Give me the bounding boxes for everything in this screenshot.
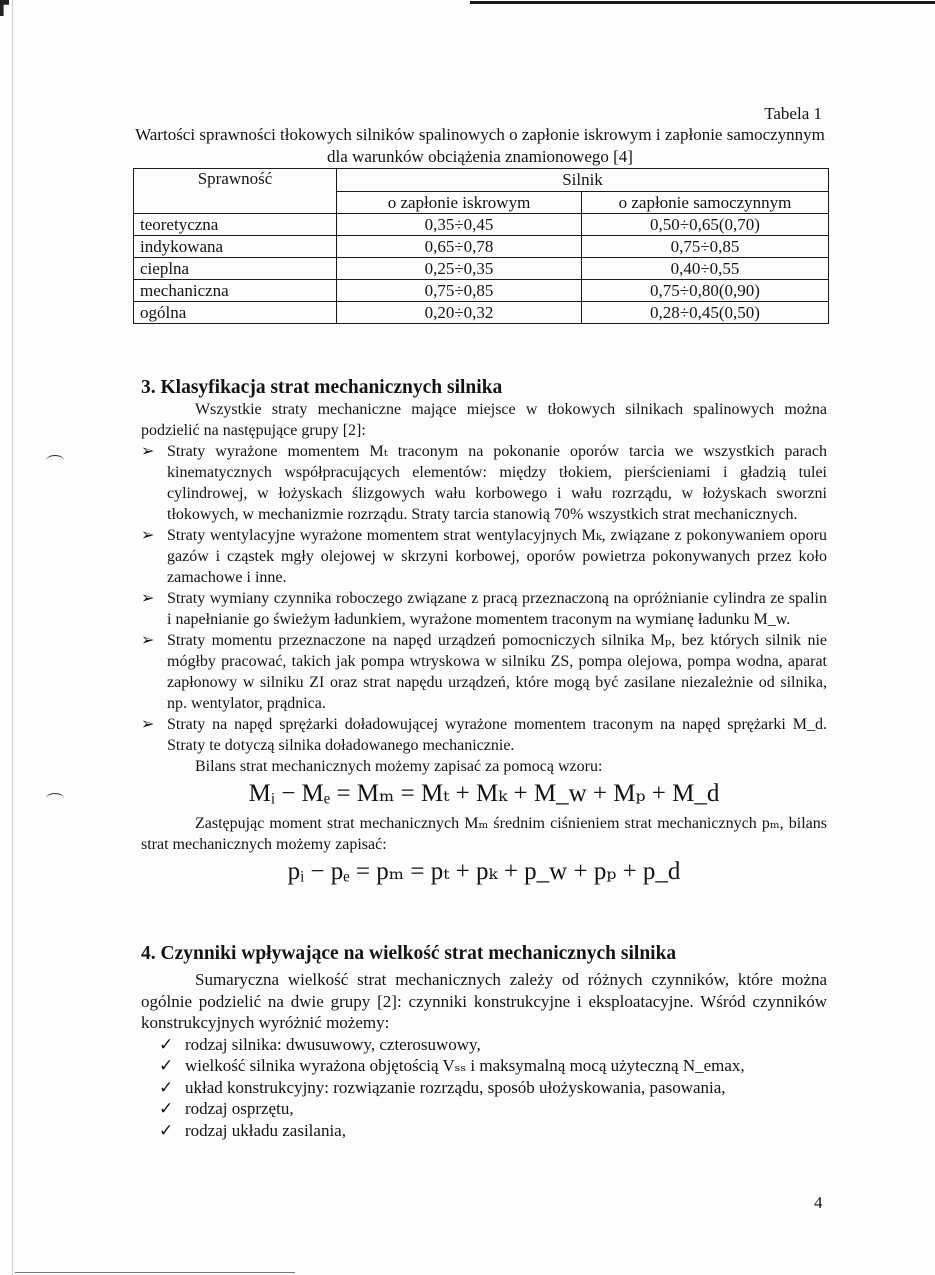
checkmark-icon: ✓ — [159, 1077, 174, 1097]
checkmark-icon: ✓ — [159, 1099, 174, 1118]
table-row — [134, 214, 829, 236]
cell-si: 0,35÷0,45 — [337, 214, 582, 236]
arrow-bullet-icon: ➢ — [141, 716, 155, 733]
scan-top-edge — [0, 0, 935, 6]
table-row — [134, 280, 829, 302]
cell-ci: 0,75÷0,80(0,90) — [582, 280, 829, 302]
table-caption: Wartości sprawności tłokowych silników spalinowych o zapłonie iskrowym i zapłonie samoczynnym dla warunków obciążenia znamionowego [4] — [135, 125, 825, 166]
list-item — [141, 1098, 827, 1120]
table-row — [134, 236, 829, 258]
list-item-text: układ konstrukcyjny: rozwiązanie rozrządu, sposób ułożyskowania, pasowania, — [185, 1077, 726, 1097]
balance-text: Bilans strat mechanicznych możemy zapisać za pomocą wzoru: — [195, 758, 603, 775]
cell-ci: 0,28÷0,45(0,50) — [582, 302, 829, 324]
table-row — [134, 258, 829, 280]
section-3-body — [141, 399, 827, 891]
list-item — [141, 630, 827, 714]
list-item-text: rodzaj silnika: dwusuwowy, czterosuwowy, — [185, 1034, 481, 1054]
section-4-intro: Sumaryczna wielkość strat mechanicznych zależy od różnych czynników, które można ogólnie podzielić na dwie grupy [2]: czynniki konstrukcyjne i eksploatacyjne. Wśród czynników konstrukcyjnych wyróżnić możemy: — [141, 970, 827, 1032]
row-label: indykowana — [134, 236, 337, 258]
cell-ci: 0,40÷0,55 — [582, 258, 829, 280]
scan-bottom-edge — [15, 1272, 295, 1273]
cell-si: 0,20÷0,32 — [337, 302, 582, 324]
cell-ci: 0,75÷0,85 — [582, 236, 829, 258]
cell-si: 0,25÷0,35 — [337, 258, 582, 280]
arrow-bullet-icon: ➢ — [141, 443, 155, 460]
table-label: Tabela 1 — [764, 104, 822, 123]
arrow-bullet-icon: ➢ — [141, 527, 155, 544]
scan-left-edge — [0, 0, 13, 1275]
table-header-row — [134, 169, 829, 192]
design-factors-list — [141, 1034, 827, 1142]
section-4-heading: 4. Czynniki wpływające na wielkość strat mechanicznych silnika — [141, 943, 677, 964]
torque-balance-formula: Mᵢ − Mₑ = Mₘ = Mₜ + Mₖ + M_w + Mₚ + M_d — [248, 780, 720, 807]
list-item-text: wielkość silnika wyrażona objętością Vₛₛ i maksymalną mocą użyteczną N_emax, — [185, 1056, 745, 1075]
list-item-text: rodzaj układu zasilania, — [185, 1120, 346, 1140]
row-label: cieplna — [134, 258, 337, 280]
list-item — [141, 714, 827, 756]
section-3-intro: Wszystkie straty mechaniczne mające miejsce w tłokowych silnikach spalinowych można podzielić na następujące grupy [2]: — [141, 401, 827, 439]
arrow-bullet-icon: ➢ — [141, 632, 155, 649]
row-label: mechaniczna — [134, 280, 337, 302]
list-item — [141, 1077, 827, 1099]
list-item-text: Straty wentylacyjne wyrażone momentem strat wentylacyjnych Mₖ, związane z pokonywaniem oporu gazów i cząstek mgły olejowej w skrzyni korbowej, oporów powietrza pokonywanych przez koło zamachowe i inne. — [167, 527, 827, 586]
row-label: ogólna — [134, 302, 337, 324]
margin-mark — [46, 455, 64, 466]
section-3-heading: 3. Klasyfikacja strat mechanicznych silnika — [141, 377, 503, 398]
list-item-text: rodzaj osprzętu, — [185, 1099, 294, 1118]
header-engine: Silnik — [337, 169, 829, 192]
substitution-text: Zastępując moment strat mechanicznych Mₘ średnim ciśnieniem strat mechanicznych pₘ, bilans strat mechanicznych możemy zapisać: — [141, 815, 827, 853]
cell-ci: 0,50÷0,65(0,70) — [582, 214, 829, 236]
list-item — [141, 588, 827, 630]
list-item-text: Straty na napęd sprężarki doładowującej wyrażone momentem traconym na napęd sprężarki M_d. Straty te dotyczą silnika doładowanego mechanicznie. — [167, 716, 827, 754]
list-item — [141, 1034, 827, 1056]
list-item — [141, 1055, 827, 1077]
list-item-text: Straty momentu przeznaczone na napęd urządzeń pomocniczych silnika Mₚ, bez których silnik nie mógłby pracować, takich jak pompa wtryskowa w silniku ZS, pompa olejowa, pompa wodna, aparat zapłonowy w silniku ZI oraz strat napędu urządzeń, które mogą być zasilane niezależnie od silnika, np. wentylator, prądnica. — [167, 632, 827, 712]
list-item — [141, 1120, 827, 1142]
cell-si: 0,65÷0,78 — [337, 236, 582, 258]
row-label: teoretyczna — [134, 214, 337, 236]
list-item-text: Straty wyrażone momentem Mₜ traconym na pokonanie oporów tarcia we wszystkich parach kinematycznych współpracujących elementów: między tłokiem, pierścieniami i gładzią tulei cylindrowej, w łożyskach ślizgowych wału korbowego i wału rozrządu, w łożyskach sworzni tłokowych, w mechanizmie rozrządu. Straty tarcia stanowią 70% wszystkich strat mechanicznych. — [167, 443, 827, 523]
section-4-body — [141, 969, 827, 1141]
pressure-balance-formula: pᵢ − pₑ = pₘ = pₜ + pₖ + p_w + pₚ + p_d — [287, 858, 681, 885]
table-row — [134, 302, 829, 324]
checkmark-icon: ✓ — [159, 1056, 174, 1075]
header-efficiency: Sprawność — [134, 169, 337, 214]
checkmark-icon: ✓ — [159, 1120, 174, 1140]
list-item — [141, 525, 827, 588]
cell-si: 0,75÷0,85 — [337, 280, 582, 302]
page-number: 4 — [814, 1193, 823, 1212]
efficiency-table — [133, 168, 829, 324]
header-compression-ignition: o zapłonie samoczynnym — [582, 192, 829, 214]
margin-mark — [46, 793, 64, 804]
arrow-bullet-icon: ➢ — [141, 590, 155, 607]
checkmark-icon: ✓ — [159, 1034, 174, 1054]
loss-groups-list — [141, 441, 827, 756]
list-item-text: Straty wymiany czynnika roboczego związane z pracą przeznaczoną na opróżnianie cylindra ze spalin i napełnianie go świeżym ładunkiem, wyrażone momentem traconym na wymianę ładunku M_w. — [167, 590, 827, 628]
header-spark-ignition: o zapłonie iskrowym — [337, 192, 582, 214]
list-item — [141, 441, 827, 525]
